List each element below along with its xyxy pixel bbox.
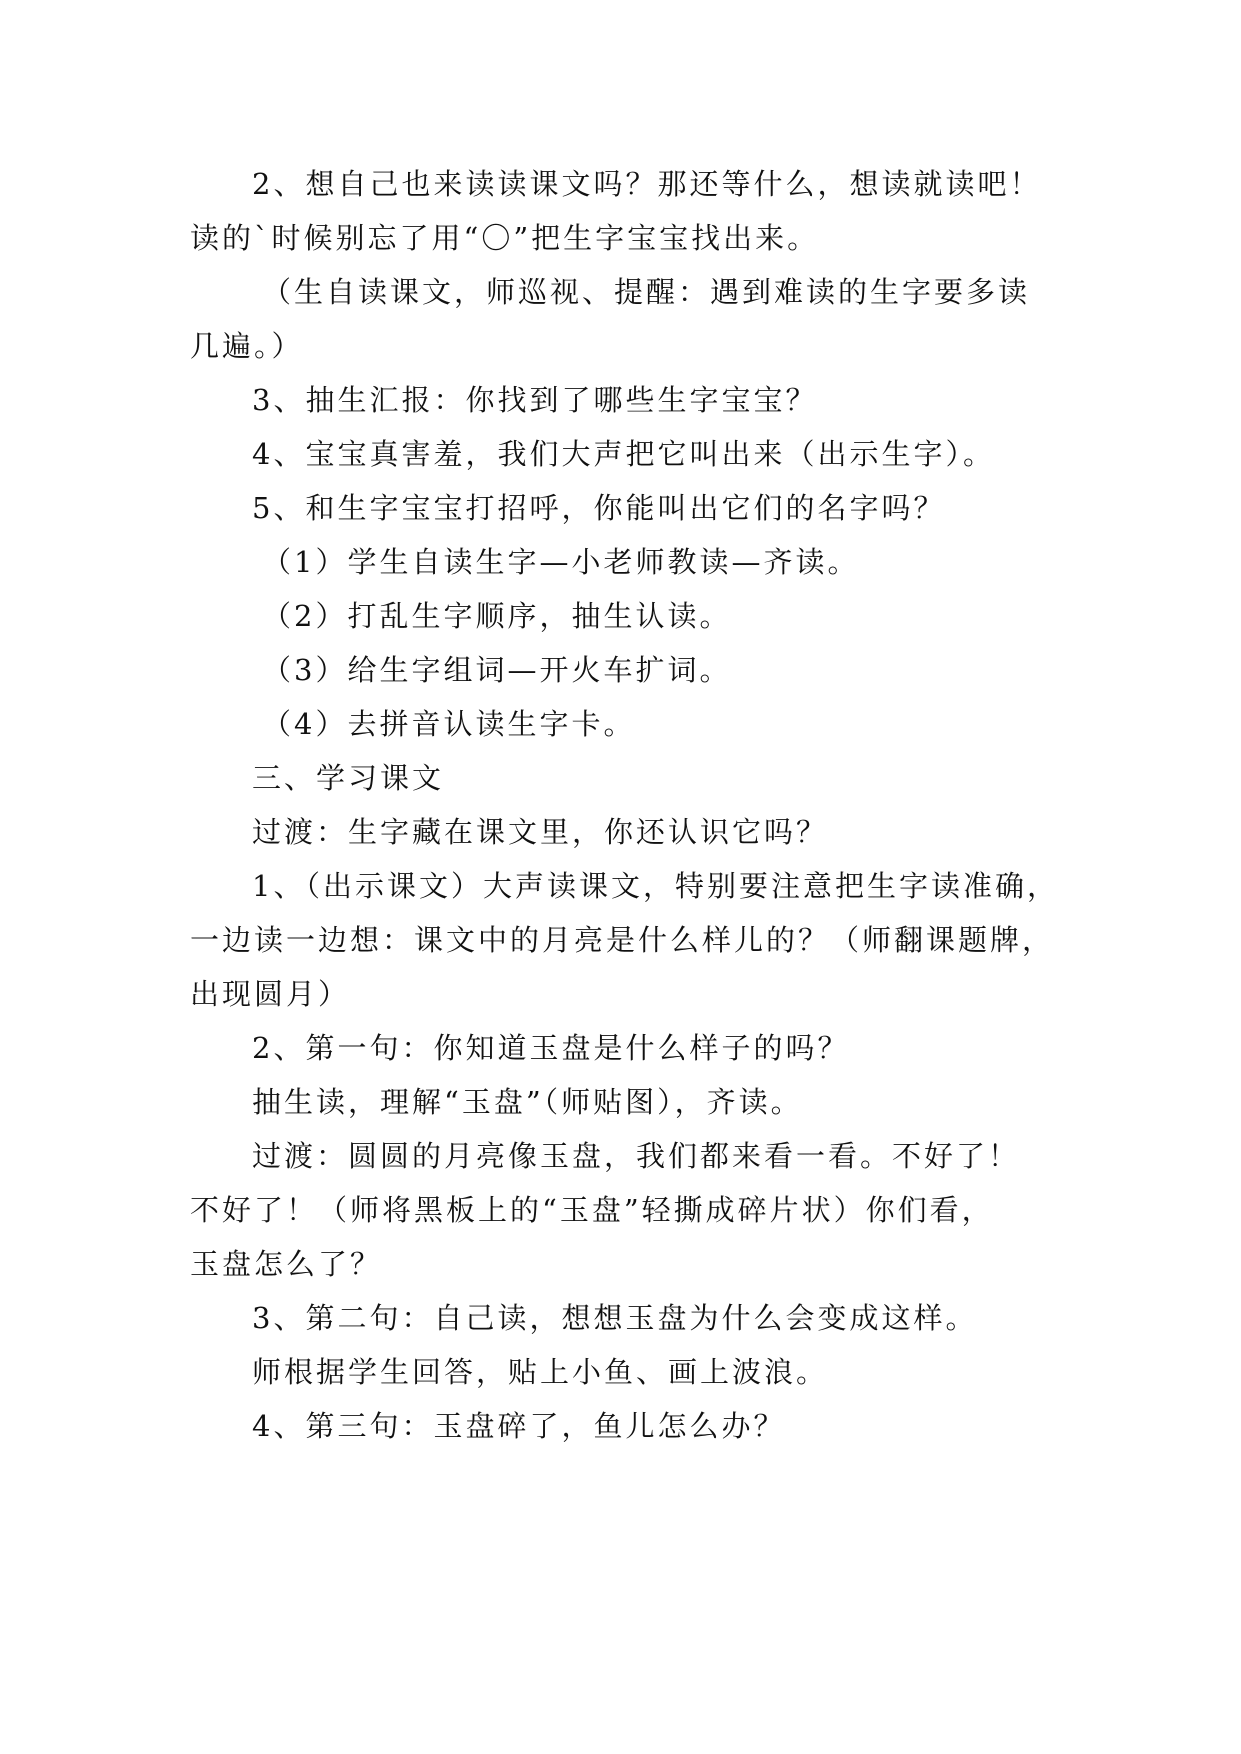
- paragraph-line: 3、抽生汇报：你找到了哪些生字宝宝？: [252, 383, 818, 417]
- list-item: （4）去拼音认读生字卡。: [262, 707, 636, 741]
- list-item: （3）给生字组词—开火车扩词。: [262, 653, 732, 687]
- paragraph-line: 过渡：圆圆的月亮像玉盘，我们都来看一看。不好了！: [252, 1139, 1021, 1173]
- paragraph-line: 抽生读，理解“玉盘”（师贴图），齐读。: [252, 1085, 803, 1119]
- paragraph-line: 几遍。）: [190, 329, 304, 363]
- paragraph-line: 1、（出示课文）大声读课文，特别要注意把生字读准确，: [252, 869, 1059, 903]
- paragraph-line: 读的`时候别忘了用“〇”把生字宝宝找出来。: [190, 221, 820, 255]
- paragraph-line: （生自读课文，师巡视、提醒：遇到难读的生字要多读: [262, 275, 1031, 309]
- paragraph-line: 5、和生字宝宝打招呼，你能叫出它们的名字吗？: [252, 491, 946, 525]
- paragraph-line: 3、第二句：自己读，想想玉盘为什么会变成这样。: [252, 1301, 978, 1335]
- paragraph-line: 一边读一边想：课文中的月亮是什么样儿的？（师翻课题牌，: [190, 923, 1055, 957]
- paragraph-line: 4、宝宝真害羞，我们大声把它叫出来（出示生字）。: [252, 437, 995, 471]
- section-heading: 三、学习课文: [252, 761, 445, 795]
- paragraph-line: 2、第一句：你知道玉盘是什么样子的吗？: [252, 1031, 850, 1065]
- paragraph-line: 过渡：生字藏在课文里，你还认识它吗？: [252, 815, 829, 849]
- paragraph-line: 玉盘怎么了？: [190, 1247, 383, 1281]
- paragraph-line: 出现圆月）: [190, 977, 351, 1011]
- paragraph-line: 师根据学生回答，贴上小鱼、画上波浪。: [252, 1355, 829, 1389]
- paragraph-line: 4、第三句：玉盘碎了，鱼儿怎么办？: [252, 1409, 786, 1443]
- paragraph-line: 不好了！（师将黑板上的“玉盘”轻撕成碎片状）你们看，: [190, 1193, 994, 1227]
- paragraph-line: 2、想自己也来读读课文吗？那还等什么，想读就读吧！: [252, 167, 1042, 201]
- list-item: （2）打乱生字顺序，抽生认读。: [262, 599, 732, 633]
- list-item: （1）学生自读生字—小老师教读—齐读。: [262, 545, 860, 579]
